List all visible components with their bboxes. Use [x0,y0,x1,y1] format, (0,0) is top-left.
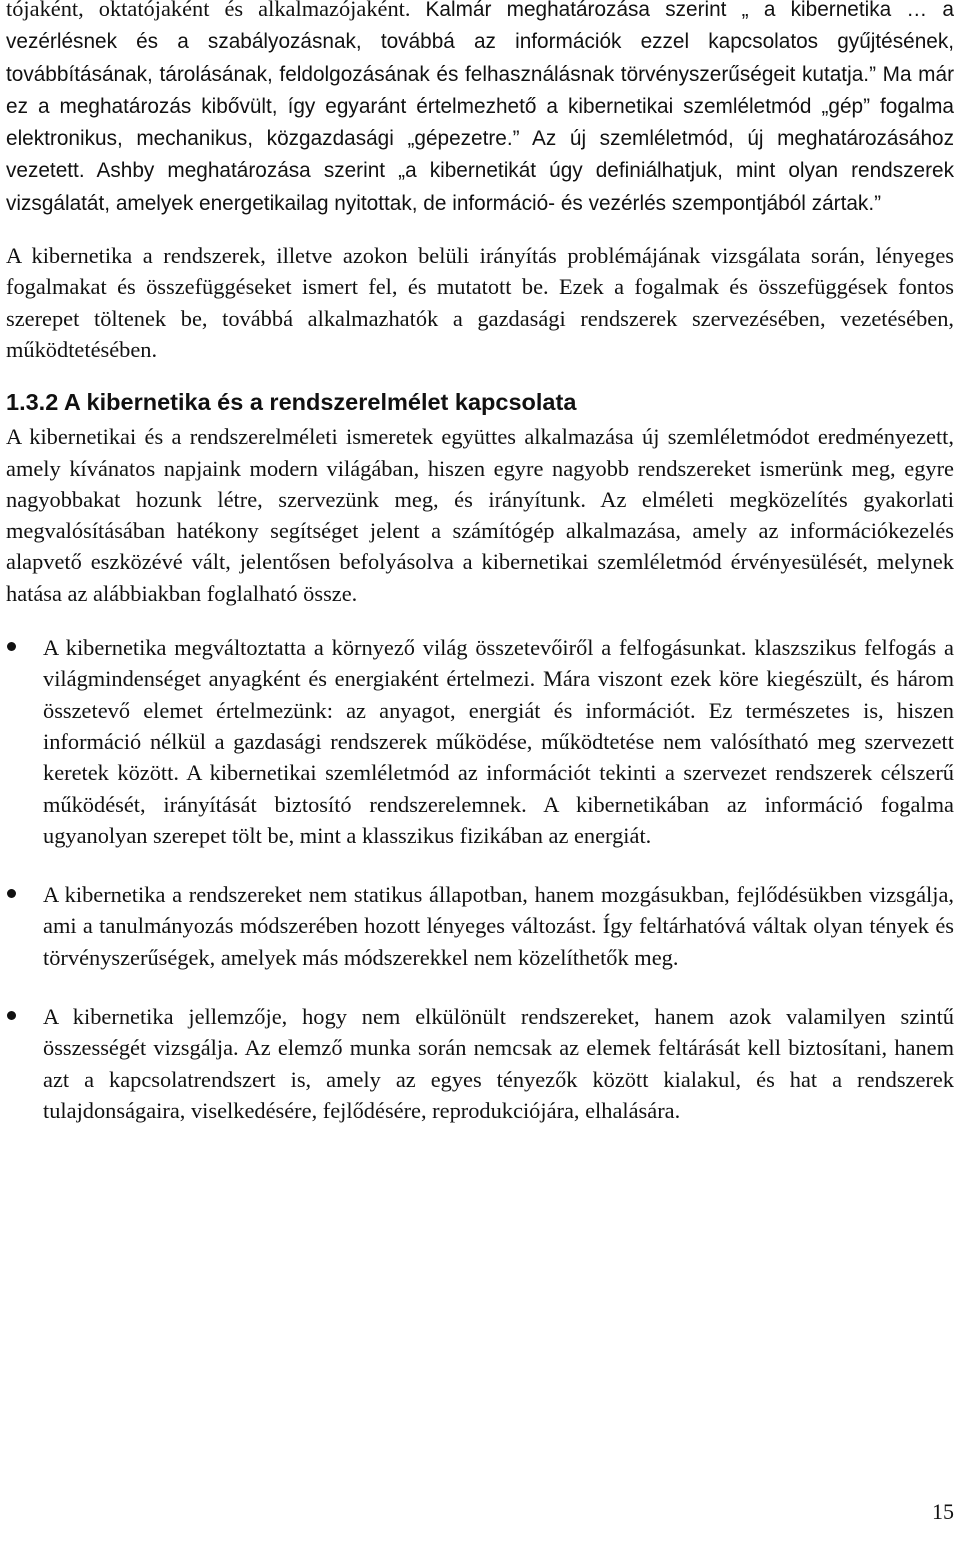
bullet-dot-icon [7,1011,16,1020]
list-item [6,632,954,851]
paragraph-cybernetics-concepts: A kibernetika a rendszerek, illetve azokon belüli irányítás problémájának vizsgálata során, lényeges fogalmakat és összefüggéseket ismert fel, és mutatott be. Ezek a fogalmak és összefüggések fontos szerepet töltenek be, továbbá alkalmazhatók a gazdasági rendszerek szervezésében, vezetésében, működtetésében. [6,243,954,362]
list-item [6,879,954,973]
paragraph-systems-theory: A kibernetikai és a rendszerelméleti ismeretek együttes alkalmazása új szemléletmódot eredményezett, amely kívánatos napjaink modern világában, hiszen egyre nagyobb rendszereket ismerünk meg, egyre nagyobbakat hozunk létre, szervezünk meg, és irányítunk. Az elméleti megközelítés gyakorlati megvalósításában hatékony segítséget jelent a számítógép alkalmazása, amely az információkezelés alapvető eszközévé vált, jelentősen befolyásolva a kibernetikai szemléletmód érvényesülését, melynek hatása az alábbiakban foglalható össze. [6,424,954,606]
list-item [6,1001,954,1126]
document-page [6,0,954,1126]
list-item-text: A kibernetika a rendszereket nem statikus állapotban, hanem mozgásukban, fejlődésükben vizsgálja, ami a tanulmányozás módszerében hozott lényeges változást. Így feltárhatóvá váltak olyan tények és törvényszerűségek, amelyek más módszerekkel nem közelíthetők meg. [43,882,954,970]
ashby-definition: ” Ma már ez a meghatározás kibővült, így egyaránt értelmezhető a kibernetikai szemléletmód „gép” fogalma elektronikus, mechanikus, közgazdasági „gépezetre.” Az új szemléletmód, új meghatározásához vezetett. Ashby meghatározása szerint „a kibernetikát úgy definiálhatjuk, mint olyan rendszerek vizsgálatát, amelyek energetikailag nyitottak, de információ- és vezérlés szempontjából zártak.” [6,62,954,215]
list-item-text: A kibernetika jellemzője, hogy nem elkülönült rendszereket, hanem azok valamilyen szintű összességét vizsgálja. Az elemző munka során nemcsak az elemek feltárását kell biztosítani, hanem azt a kapcsolatrendszert is, amely az egyes tényezők között kialakul, és hat a rendszerek tulajdonságaira, viselkedésére, fejlődésére, reprodukciójára, elhalására. [43,1004,954,1123]
paragraph-definitions [6,0,954,219]
list-item-text: A kibernetika megváltoztatta a környező világ összetevőiről a felfogásunkat. klaszszikus felfogás a világmindenséget anyagként és energiaként értelmezi. Mára viszont ezek köre kiegészült, és három összetevő elemet értelmezünk: az anyagot, energiát és információt. Ez természetes is, hiszen információ nélkül a gazdasági rendszerek működése, működtetése nem valósítható meg szervezett keretek között. A kibernetikai szemléletmód az információt tekinti a szervezet rendszerek célszerű működését, irányítását biztosító rendszerelemnek. A kibernetikában az információ fogalma ugyanolyan szerepet tölt be, mint a klasszikus fizikában az energiát. [43,635,954,848]
page-number: 15 [932,1499,954,1524]
bullet-list [6,632,954,1126]
kalmar-definition: Kalmár meghatározása szerint „ a kibernetika … a vezérlésnek és a szabályozásnak, továbbá az információk ezzel kapcsolatos gyűjtésének, továbbításának, tárolásának, feldolgozásának és felhasználásnak törvényszerűségeit kutatja. [6,0,954,86]
section-heading: 1.3.2 A kibernetika és a rendszerelmélet kapcsolata [6,389,577,416]
bullet-dot-icon [7,889,16,898]
bullet-dot-icon [7,642,16,651]
paragraph-lead-fragment: tójaként, oktatójaként és alkalmazójaként. [6,0,426,21]
